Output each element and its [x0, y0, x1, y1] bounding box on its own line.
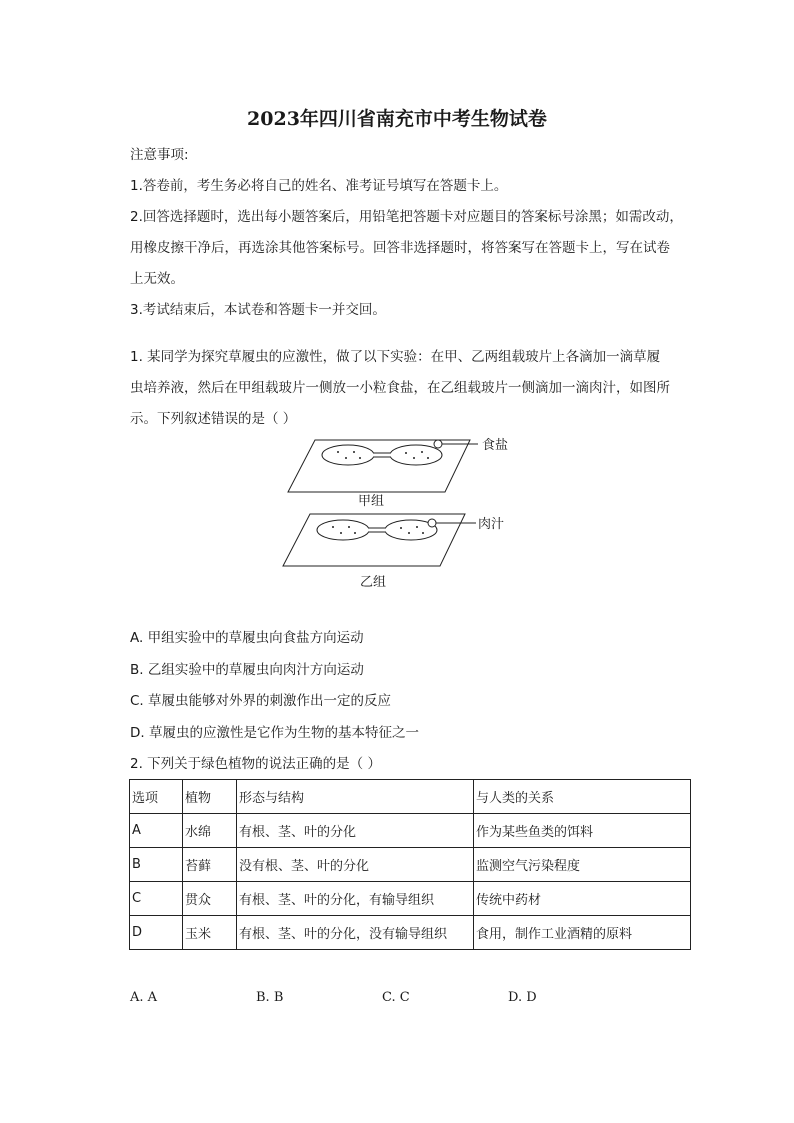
q1-line-2: 虫培养液，然后在甲组载玻片一侧放一小粒食盐，在乙组载玻片一侧滴加一滴肉汁，如图所 — [130, 380, 670, 396]
slide-group-a — [288, 440, 470, 492]
q1-option-b[interactable]: B. 乙组实验中的草履虫向肉汁方向运动 — [130, 662, 364, 678]
q2-choice-a[interactable]: A. A — [130, 990, 158, 1005]
q1-option-a[interactable]: A. 甲组实验中的草履虫向食盐方向运动 — [130, 630, 364, 646]
table-header-cell: 形态与结构 — [237, 780, 474, 814]
label-group-a: 甲组 — [358, 494, 385, 509]
table-cell: 没有根、茎、叶的分化 — [237, 848, 474, 882]
culture-drop-left-a — [322, 445, 374, 465]
table-cell: 有根、茎、叶的分化，没有输导组织 — [237, 916, 474, 950]
question-2-stem: 2. 下列关于绿色植物的说法正确的是（ ） — [130, 756, 381, 772]
q2-choice-b[interactable]: B. B — [256, 990, 284, 1005]
table-header-cell: 植物 — [183, 780, 237, 814]
meat-juice-drop — [428, 519, 436, 527]
q2-choice-c[interactable]: C. C — [382, 990, 410, 1005]
notice-item-2-line-3: 上无效。 — [130, 271, 184, 287]
table-cell: C — [130, 882, 183, 916]
page-title: 2023年四川省南充市中考生物试卷 — [247, 108, 547, 130]
label-meat-juice: 肉汁 — [478, 517, 505, 532]
table-header-row — [130, 780, 691, 814]
table-cell: 作为某些鱼类的饵料 — [474, 814, 691, 848]
table-cell: A — [130, 814, 183, 848]
table-cell: 有根、茎、叶的分化 — [237, 814, 474, 848]
notice-item-2-line-2: 用橡皮擦干净后，再选涂其他答案标号。回答非选择题时，将答案写在答题卡上，写在试卷 — [130, 240, 670, 256]
table-cell: D — [130, 916, 183, 950]
table-row — [130, 882, 691, 916]
culture-drop-left-b — [317, 520, 369, 540]
table-cell: 传统中药材 — [474, 882, 691, 916]
table-cell: 玉米 — [183, 916, 237, 950]
table-cell: 贯众 — [183, 882, 237, 916]
table-cell: 苔藓 — [183, 848, 237, 882]
table-cell: 监测空气污染程度 — [474, 848, 691, 882]
notice-item-3: 3.考试结束后，本试卷和答题卡一并交回。 — [130, 302, 386, 318]
table-cell: 有根、茎、叶的分化，有输导组织 — [237, 882, 474, 916]
q1-option-c[interactable]: C. 草履虫能够对外界的刺激作出一定的反应 — [130, 693, 392, 709]
table-row — [130, 848, 691, 882]
q1-option-d[interactable]: D. 草履虫的应激性是它作为生物的基本特征之一 — [130, 725, 419, 741]
q1-line-3: 示。下列叙述错误的是（ ） — [130, 411, 297, 427]
culture-drop-right-a — [390, 445, 442, 465]
table-cell: 食用，制作工业酒精的原料 — [474, 916, 691, 950]
notice-item-2-line-1: 2.回答选择题时，选出每小题答案后，用铅笔把答题卡对应题目的答案标号涂黑；如需改动， — [130, 209, 683, 225]
notice-heading: 注意事项: — [130, 147, 189, 163]
table-row — [130, 916, 691, 950]
q1-line-1: 1. 某同学为探究草履虫的应激性，做了以下实验：在甲、乙两组载玻片上各滴加一滴草履 — [130, 349, 661, 365]
table-row — [130, 814, 691, 848]
salt-grain — [434, 440, 442, 448]
table-header-cell: 选项 — [130, 780, 183, 814]
table-header-cell: 与人类的关系 — [474, 780, 691, 814]
slide-group-b — [283, 514, 465, 566]
q2-choice-d[interactable]: D. D — [508, 990, 537, 1005]
table-cell: 水绵 — [183, 814, 237, 848]
label-salt: 食盐 — [482, 438, 509, 453]
table-cell: B — [130, 848, 183, 882]
label-group-b: 乙组 — [360, 575, 387, 590]
notice-item-1: 1.答卷前，考生务必将自己的姓名、准考证号填写在答题卡上。 — [130, 178, 508, 194]
experiment-figure — [270, 428, 530, 598]
plants-table — [129, 779, 691, 950]
